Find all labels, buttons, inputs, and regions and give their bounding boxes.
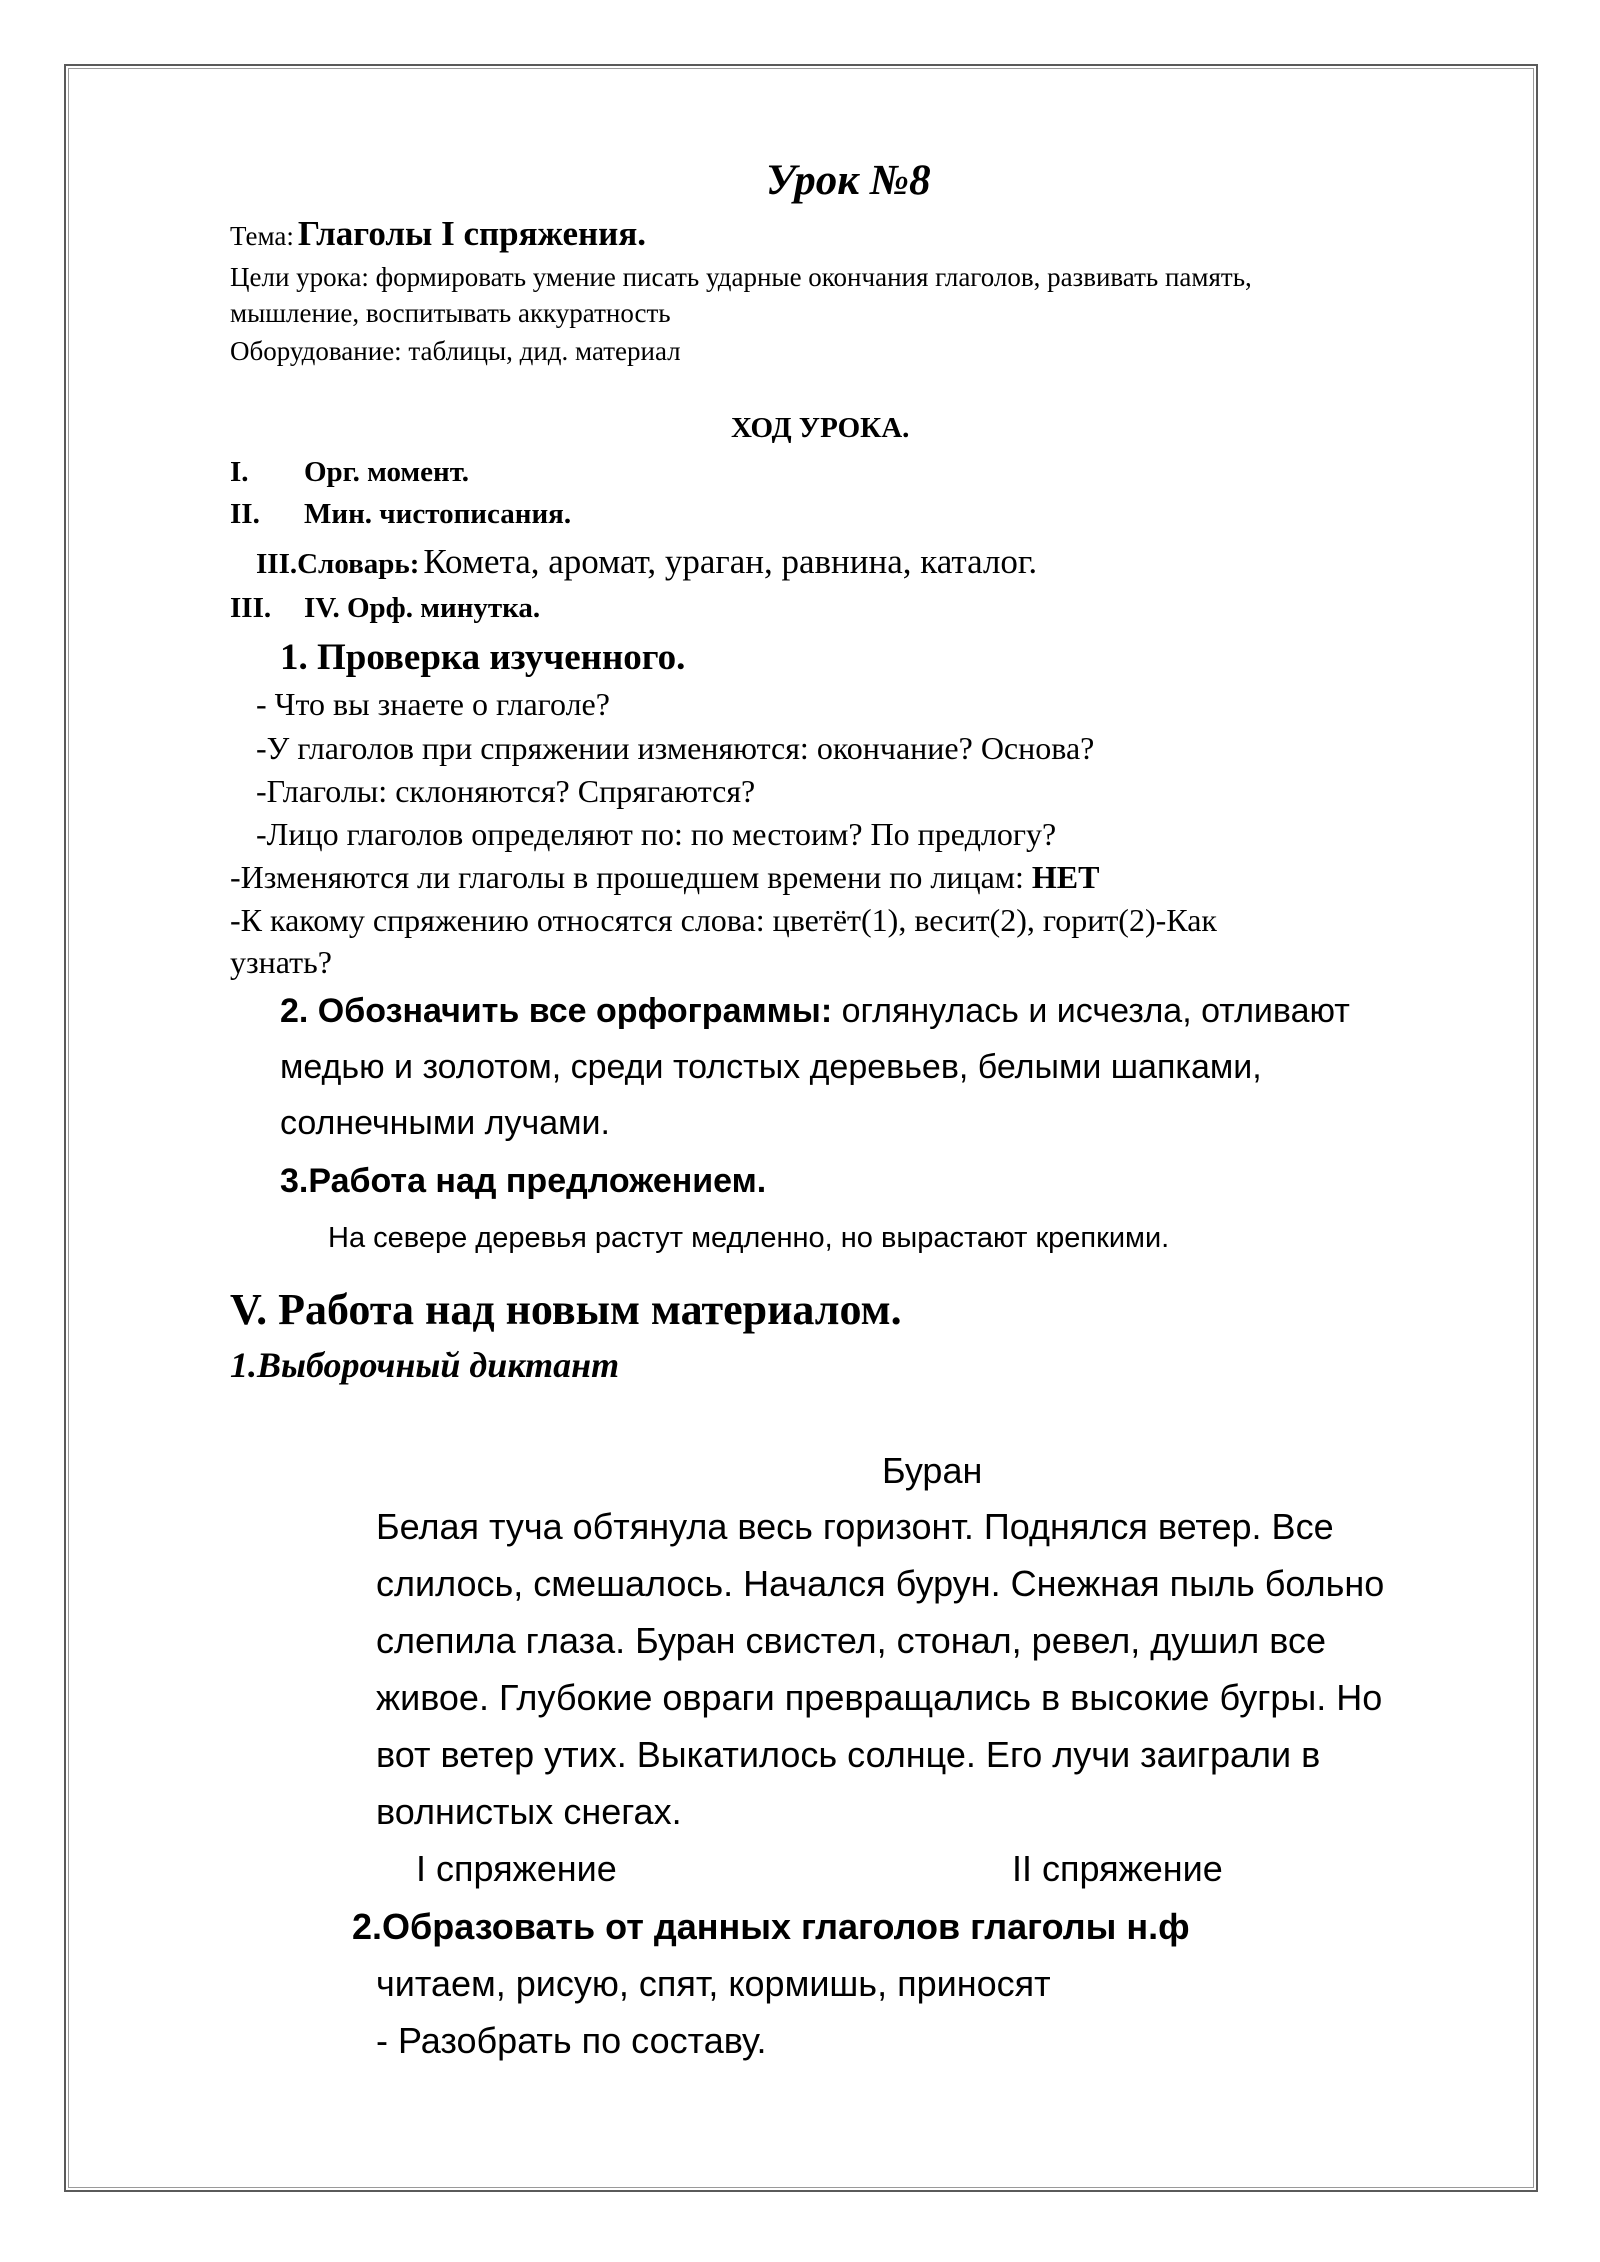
- question-1: - Что вы знаете о глаголе?: [256, 686, 610, 722]
- conjugation-2-label: II спряжение: [1012, 1848, 1223, 1889]
- stage-4-text: IV. Орф. минутка.: [304, 592, 541, 624]
- stage-3-line: [256, 542, 1037, 582]
- task-2-words: читаем, рисую, спят, кормишь, приносят: [376, 1963, 1051, 2004]
- question-5: [230, 859, 1099, 896]
- topic-line: [230, 214, 646, 254]
- stage-1-number: I.: [230, 456, 249, 488]
- check-heading: 1. Проверка изученного.: [280, 637, 686, 678]
- stage-3-words: Комета, аромат, ураган, равнина, каталог.: [423, 542, 1038, 581]
- dictation-line: Белая туча обтянула весь горизонт. Поднялся ветер. Все: [376, 1506, 1334, 1547]
- question-2: -У глаголов при спряжении изменяются: окончание? Основа?: [256, 730, 1095, 766]
- question-3: -Глаголы: склоняются? Спрягаются?: [256, 773, 756, 809]
- goals-line-1: Цели урока: формировать умение писать ударные окончания глаголов, развивать память,: [230, 262, 1252, 292]
- question-6-line-2: узнать?: [230, 944, 332, 980]
- course-heading: ХОД УРОКА.: [731, 412, 910, 444]
- dictation-line: вот ветер утих. Выкатилось солнце. Его лучи заиграли в: [376, 1734, 1321, 1775]
- dictation-line: слепила глаза. Буран свистел, стонал, ревел, душил все: [376, 1620, 1327, 1661]
- conjugation-1-label: I спряжение: [416, 1848, 617, 1889]
- new-material-heading: V. Работа над новым материалом.: [230, 1285, 902, 1334]
- equipment-line: Оборудование: таблицы, дид. материал: [230, 336, 681, 366]
- question-6-line-1: -К какому спряжению относятся слова: цветёт(1), весит(2), горит(2)-Как: [230, 902, 1217, 938]
- sentence-work-text: На севере деревья растут медленно, но вырастают крепкими.: [328, 1222, 1170, 1254]
- question-5-text: -Изменяются ли глаголы в прошедшем времени по лицам:: [230, 859, 1032, 895]
- stage-2-text: Мин. чистописания.: [304, 498, 572, 530]
- new-material-subheading: 1.Выборочный диктант: [230, 1345, 620, 1385]
- stage-3-label: III.Словарь:: [256, 548, 420, 580]
- task-2-parse: - Разобрать по составу.: [376, 2020, 767, 2061]
- question-4: -Лицо глаголов определяют по: по местоим? По предлогу?: [256, 816, 1057, 852]
- lesson-title: Урок №8: [766, 157, 931, 204]
- topic-label: Тема:: [230, 221, 294, 251]
- orthograms-text: оглянулась и исчезла, отливают: [832, 992, 1350, 1030]
- goals-line-2: мышление, воспитывать аккуратность: [230, 298, 671, 328]
- dictation-line: живое. Глубокие овраги превращались в высокие бугры. Но: [376, 1677, 1383, 1718]
- stage-1-text: Орг. момент.: [304, 456, 470, 488]
- stage-4-number: III.: [230, 592, 272, 624]
- dictation-title: Буран: [882, 1450, 983, 1491]
- orthograms-line-1: [280, 992, 1350, 1031]
- stage-2-number: II.: [230, 498, 260, 530]
- orthograms-label: 2. Обозначить все орфограммы:: [280, 992, 833, 1030]
- sentence-work-heading: 3.Работа над предложением.: [280, 1162, 767, 1200]
- question-5-answer: НЕТ: [1031, 859, 1100, 895]
- dictation-line: волнистых снегах.: [376, 1791, 682, 1832]
- topic-value: Глаголы I спряжения.: [297, 214, 647, 253]
- dictation-line: слилось, смешалось. Начался бурун. Снежная пыль больно: [376, 1563, 1385, 1604]
- orthograms-line-3: солнечными лучами.: [280, 1104, 610, 1142]
- task-2-heading: 2.Образовать от данных глаголов глаголы н.ф: [352, 1906, 1190, 1947]
- orthograms-line-2: медью и золотом, среди толстых деревьев, белыми шапками,: [280, 1048, 1262, 1086]
